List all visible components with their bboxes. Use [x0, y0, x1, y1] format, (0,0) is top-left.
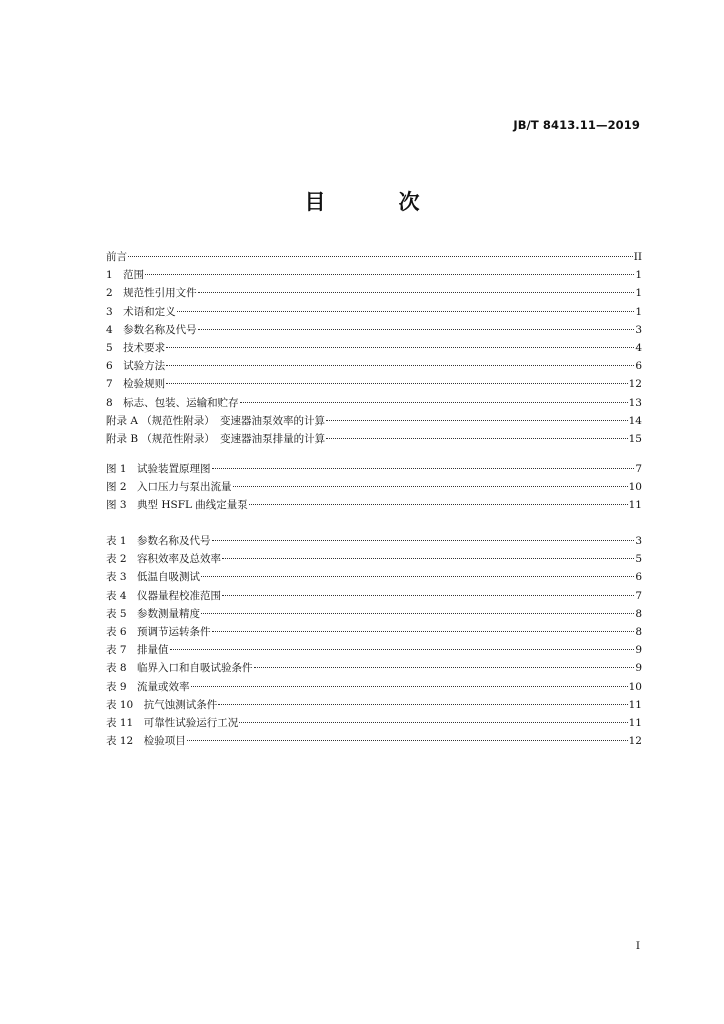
standard-number: JB/T 8413.11—2019	[513, 118, 640, 132]
toc-entry[interactable]	[106, 478, 642, 496]
toc-entry-page: 6	[635, 360, 642, 373]
toc-entry-page: 3	[635, 323, 642, 336]
toc-tables	[106, 532, 642, 750]
toc-entry-page: 11	[628, 698, 642, 711]
toc-entry-label: 图 3 典型 HSFL 曲线定量泵	[106, 499, 248, 512]
toc-leader-dots	[326, 420, 628, 421]
toc-leader-dots	[201, 613, 634, 614]
toc-entry-page: 9	[635, 662, 642, 675]
toc-entry-page: 1	[635, 269, 642, 282]
toc-entry-label: 表 6 预调节运转条件	[106, 625, 211, 638]
toc-entry[interactable]	[106, 357, 642, 375]
toc-entry[interactable]	[106, 412, 642, 430]
toc-leader-dots	[170, 649, 635, 650]
toc-entry[interactable]	[106, 321, 642, 339]
toc-entry-page: 1	[635, 305, 642, 318]
toc-entry[interactable]	[106, 714, 642, 732]
toc-entry-label: 表 1 参数名称及代号	[106, 535, 211, 547]
toc-leader-dots	[191, 686, 628, 687]
page-title: 目 次	[304, 190, 446, 214]
toc-leader-dots	[326, 438, 627, 439]
toc-entry-page: 11	[628, 716, 642, 729]
toc-entry-label: 表 2 容积效率及总效率	[106, 553, 222, 566]
page-number: I	[635, 940, 640, 952]
toc-entry-page: II	[633, 251, 642, 263]
toc-entry-label: 附录 A （规范性附录） 变速器油泵效率的计算	[106, 414, 326, 427]
toc-entry-page: 8	[635, 625, 642, 638]
toc-entry-page: 5	[635, 553, 642, 566]
toc-entry-label: 表 8 临界入口和自吸试验条件	[106, 662, 253, 675]
toc-entry[interactable]	[106, 568, 642, 586]
toc-entry-label: 表 4 仪器量程校准范围	[106, 589, 222, 602]
toc-entry[interactable]	[106, 678, 642, 696]
toc-leader-dots	[249, 504, 628, 505]
toc-entry-page: 13	[628, 396, 642, 409]
toc-entry-label: 图 1 试验装置原理图	[106, 463, 211, 475]
toc-entry[interactable]	[106, 303, 642, 321]
toc-leader-dots	[222, 558, 634, 559]
toc-entry[interactable]	[106, 696, 642, 714]
toc-leader-dots	[145, 274, 634, 275]
toc-entry[interactable]	[106, 248, 642, 266]
toc-entry[interactable]	[106, 550, 642, 568]
toc-entry-page: 10	[628, 680, 642, 693]
toc-entry-label: 表 10 抗气蚀测试条件	[106, 698, 218, 711]
toc-entry[interactable]	[106, 532, 642, 550]
toc-entry-label: 表 3 低温自吸测试	[106, 571, 201, 584]
toc-entry-label: 2 规范性引用文件	[106, 287, 197, 300]
toc-leader-dots	[128, 256, 633, 257]
toc-entry-page: 6	[635, 571, 642, 584]
toc-entry-label: 表 9 流量或效率	[106, 680, 190, 693]
toc-entry[interactable]	[106, 496, 642, 514]
toc-leader-dots	[166, 365, 634, 366]
toc-entry-page: 3	[635, 535, 642, 547]
toc-entry-page: 1	[635, 287, 642, 300]
toc-leader-dots	[212, 540, 635, 541]
toc-leader-dots	[201, 576, 634, 577]
toc-entry[interactable]	[106, 732, 642, 750]
toc-leader-dots	[177, 311, 635, 312]
toc-entry-label: 8 标志、包装、运输和贮存	[106, 396, 239, 409]
toc-entry-label: 3 术语和定义	[106, 305, 176, 318]
toc-leader-dots	[239, 722, 627, 723]
toc-entry-page: 11	[628, 499, 642, 512]
toc-entry-label: 5 技术要求	[106, 341, 166, 354]
toc-entry-page: 10	[628, 481, 642, 494]
toc-entry-label: 表 12 检验项目	[106, 735, 186, 748]
toc-entry-label: 前言	[106, 251, 127, 263]
toc-entry-page: 7	[635, 463, 642, 475]
toc-entry-page: 4	[635, 341, 642, 354]
toc-entry-page: 9	[635, 644, 642, 657]
toc-leader-dots	[166, 347, 634, 348]
toc-entry-page: 12	[628, 378, 642, 391]
toc-entry[interactable]	[106, 266, 642, 284]
toc-leader-dots	[222, 595, 634, 596]
toc-sections	[106, 248, 642, 448]
toc-figures	[106, 460, 642, 515]
toc-entry-label: 6 试验方法	[106, 360, 166, 373]
toc-entry[interactable]	[106, 659, 642, 677]
toc-entry-page: 12	[628, 735, 642, 748]
toc-entry[interactable]	[106, 623, 642, 641]
toc-leader-dots	[212, 631, 635, 632]
toc-leader-dots	[166, 383, 627, 384]
toc-entry-page: 8	[635, 607, 642, 620]
toc-entry-label: 附录 B （规范性附录） 变速器油泵排量的计算	[106, 432, 326, 445]
toc-entry-label: 表 11 可靠性试验运行工况	[106, 716, 239, 729]
toc-entry[interactable]	[106, 605, 642, 623]
toc-entry[interactable]	[106, 430, 642, 448]
toc-leader-dots	[240, 402, 628, 403]
toc-entry-page: 7	[635, 589, 642, 602]
toc-entry[interactable]	[106, 375, 642, 393]
toc-entry-page: 15	[628, 432, 642, 445]
toc-entry-label: 7 检验规则	[106, 378, 166, 391]
toc-entry-label: 表 5 参数测量精度	[106, 607, 201, 620]
toc-entry[interactable]	[106, 587, 642, 605]
toc-entry[interactable]	[106, 284, 642, 302]
toc-entry-page: 14	[628, 414, 642, 427]
toc-leader-dots	[198, 329, 635, 330]
toc-entry-label: 图 2 入口压力与泵出流量	[106, 481, 232, 494]
toc-leader-dots	[212, 468, 635, 469]
toc-leader-dots	[218, 704, 627, 705]
toc-entry[interactable]	[106, 460, 642, 478]
toc-entry-label: 表 7 排量值	[106, 644, 169, 657]
toc-leader-dots	[233, 486, 628, 487]
toc-entry[interactable]	[106, 641, 642, 659]
toc-entry-label: 1 范围	[106, 269, 145, 282]
toc-entry[interactable]	[106, 394, 642, 412]
toc-leader-dots	[198, 292, 635, 293]
toc-entry-label: 4 参数名称及代号	[106, 323, 197, 336]
toc-leader-dots	[254, 667, 635, 668]
toc-entry[interactable]	[106, 339, 642, 357]
toc-leader-dots	[187, 740, 628, 741]
